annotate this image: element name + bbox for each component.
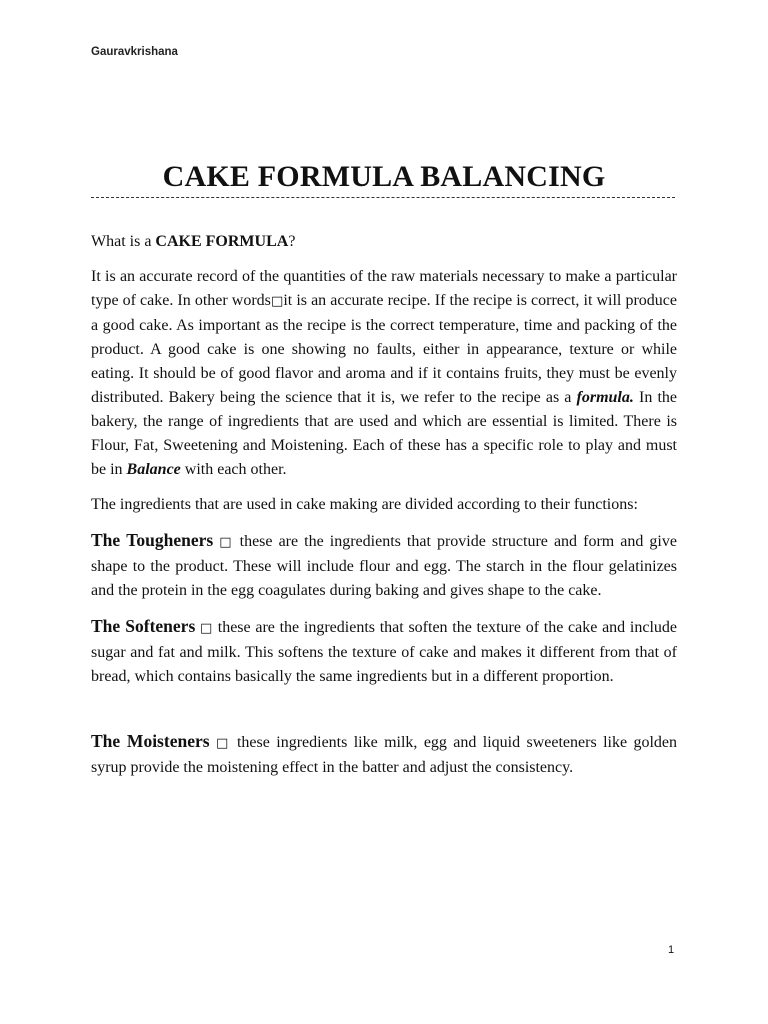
question-suffix: ?: [288, 233, 296, 250]
intro-text-3: In the bakery, the range of ingredients that are used and which are essential is limited. There is Flour, Fat, Sweetening and Moistening. Each of these has a specific role to play and must be in: [91, 389, 677, 478]
author-header: Gauravkrishana: [91, 46, 178, 58]
intro-text-4: with each other.: [180, 461, 287, 478]
tougheners-heading: The Tougheners: [91, 530, 214, 550]
softeners-paragraph: [91, 614, 677, 689]
document-body: [91, 230, 677, 791]
title-divider: [91, 197, 675, 198]
question-term: CAKE FORMULA: [155, 233, 289, 250]
balance-term: Balance: [126, 461, 181, 478]
question-prefix: What is a: [91, 233, 156, 250]
functions-paragraph: The ingredients that are used in cake making are divided according to their functions:: [91, 496, 638, 513]
missing-glyph-icon: □: [200, 621, 214, 636]
moisteners-heading: The Moisteners: [91, 731, 210, 751]
tougheners-text: these are the ingredients that provide structure and form and give shape to the product. These will include flour and egg. The starch in the flour gelatinizes and the protein in the egg coagulates during baking and gives shape to the cake.: [91, 533, 677, 599]
document-title: CAKE FORMULA BALANCING: [162, 160, 606, 193]
moisteners-text: these ingredients like milk, egg and liquid sweeteners like golden syrup provide the moistening effect in the batter and adjust the consistency.: [91, 734, 677, 776]
tougheners-paragraph: [91, 528, 677, 603]
missing-glyph-icon: □: [215, 736, 231, 751]
formula-term: formula.: [576, 389, 634, 406]
missing-glyph-icon: □: [270, 294, 284, 309]
intro-text-1: It is an accurate record of the quantities of the raw materials necessary to make a particular type of cake. In other words: [91, 268, 677, 309]
question-paragraph: [91, 230, 677, 254]
softeners-heading: The Softeners: [91, 616, 196, 636]
softeners-text: these are the ingredients that soften the texture of the cake and include sugar and fat and milk. This softens the texture of cake and makes it different from that of bread, which contains basically the same ingredients but in a different proportion.: [91, 619, 677, 685]
missing-glyph-icon: □: [219, 535, 234, 550]
intro-text-2: it is an accurate recipe. If the recipe is correct, it will produce a good cake. As important as the recipe is the correct temperature, time and packing of the product. A good cake is one showing no faults, either in appearance, texture or while eating. It should be of good flavor and aroma and if it contains fruits, they must be evenly distributed. Bakery being the science that it is, we refer to the recipe as a: [91, 292, 677, 406]
moisteners-paragraph: [91, 729, 677, 780]
page-number: 1: [668, 944, 675, 956]
intro-paragraph: [91, 265, 677, 482]
